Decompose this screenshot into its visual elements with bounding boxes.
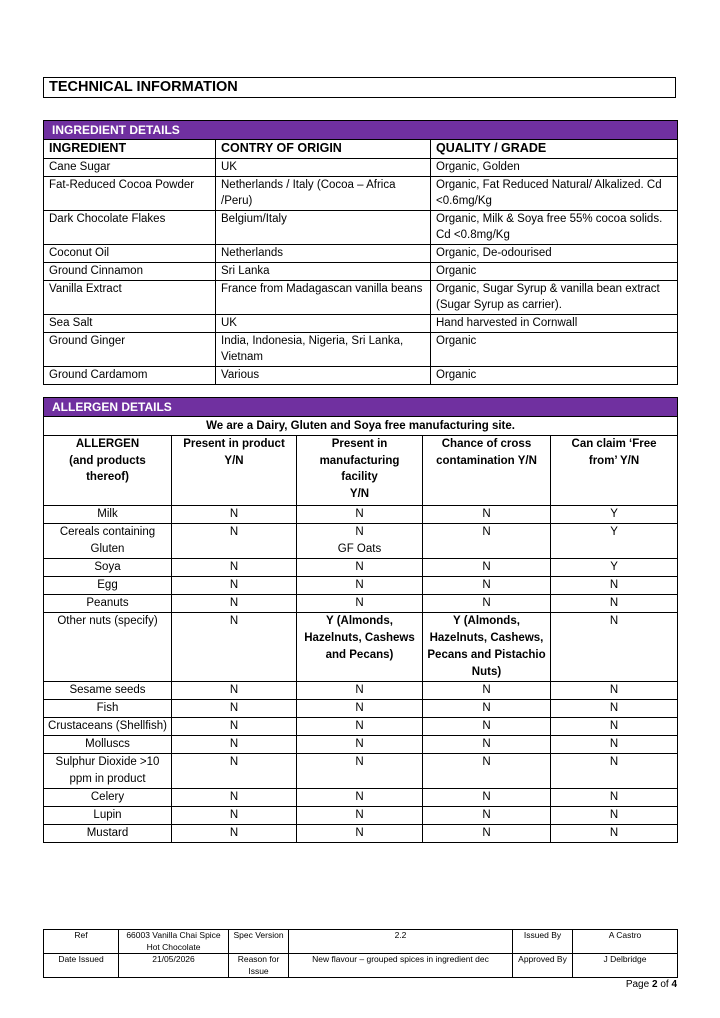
present-in-facility: N GF Oats (297, 524, 423, 559)
allergen-row (44, 613, 678, 682)
allergen-name: Peanuts (44, 595, 172, 613)
allergen-header-row (44, 436, 678, 506)
ingredient-quality: Organic, Golden (431, 159, 678, 177)
cross-contamination: N (423, 577, 551, 595)
free-from-claim: N (551, 682, 678, 700)
issued-by-label: Issued By (513, 930, 573, 954)
free-from-claim: Y (551, 524, 678, 559)
ingredient-row (44, 333, 678, 367)
present-in-product: N (172, 825, 297, 843)
free-from-claim: N (551, 613, 678, 682)
ingredient-row (44, 159, 678, 177)
document-control-footer (43, 929, 678, 978)
allergen-name: Celery (44, 789, 172, 807)
allergen-name: Milk (44, 506, 172, 524)
issued-by-value: A Castro (573, 930, 678, 954)
footer-row-date (44, 954, 678, 978)
ingredient-origin: Netherlands (216, 245, 431, 263)
allergen-name: Sesame seeds (44, 682, 172, 700)
cross-contamination: N (423, 682, 551, 700)
ingredient-origin: Belgium/Italy (216, 211, 431, 245)
present-in-product-header: Present in product Y/N (172, 436, 297, 506)
date-issued-value: 21/05/2026 (119, 954, 229, 978)
date-issued-label: Date Issued (44, 954, 119, 978)
present-in-product: N (172, 524, 297, 559)
spec-version-label: Spec Version (229, 930, 289, 954)
quality-column-header: QUALITY / GRADE (431, 140, 678, 159)
cross-contamination: N (423, 595, 551, 613)
ingredient-quality: Hand harvested in Cornwall (431, 315, 678, 333)
approved-by-value: J Delbridge (573, 954, 678, 978)
cross-contamination-header: Chance of cross contamination Y/N (423, 436, 551, 506)
allergen-row (44, 825, 678, 843)
allergen-row (44, 524, 678, 559)
footer-row-ref (44, 930, 678, 954)
ingredient-quality: Organic (431, 263, 678, 281)
ingredient-header-row (44, 140, 678, 159)
ingredient-row (44, 245, 678, 263)
ingredient-row (44, 281, 678, 315)
cross-contamination: N (423, 718, 551, 736)
allergen-name: Egg (44, 577, 172, 595)
ingredient-origin: India, Indonesia, Nigeria, Sri Lanka, Vietnam (216, 333, 431, 367)
page-of: of (660, 979, 669, 990)
cross-contamination: N (423, 789, 551, 807)
free-from-claim: N (551, 789, 678, 807)
approved-by-label: Approved By (513, 954, 573, 978)
allergen-name: Mustard (44, 825, 172, 843)
cross-contamination: N (423, 559, 551, 577)
allergen-name: Crustaceans (Shellfish) (44, 718, 172, 736)
allergen-row (44, 736, 678, 754)
present-in-facility: N (297, 789, 423, 807)
allergen-row (44, 559, 678, 577)
allergen-details-table (43, 397, 678, 843)
cross-contamination: N (423, 754, 551, 789)
present-in-facility: N (297, 825, 423, 843)
ingredient-name: Cane Sugar (44, 159, 216, 177)
cross-contamination: N (423, 524, 551, 559)
free-from-claim: N (551, 754, 678, 789)
allergen-row (44, 682, 678, 700)
allergen-row (44, 595, 678, 613)
ingredient-row (44, 315, 678, 333)
allergen-name: Other nuts (specify) (44, 613, 172, 682)
ingredient-quality: Organic (431, 333, 678, 367)
allergen-name: Sulphur Dioxide >10 ppm in product (44, 754, 172, 789)
ingredient-row (44, 367, 678, 385)
ingredient-origin: UK (216, 315, 431, 333)
cross-contamination: Y (Almonds, Hazelnuts, Cashews, Pecans and Pistachio Nuts) (423, 613, 551, 682)
allergen-row (44, 789, 678, 807)
present-in-facility: N (297, 754, 423, 789)
present-in-product: N (172, 789, 297, 807)
allergen-details-heading: ALLERGEN DETAILS (44, 398, 678, 417)
present-in-product: N (172, 754, 297, 789)
ingredient-quality: Organic (431, 367, 678, 385)
page-number (626, 979, 677, 991)
allergen-row (44, 754, 678, 789)
cross-contamination: N (423, 700, 551, 718)
free-from-claim: N (551, 595, 678, 613)
cross-contamination: N (423, 506, 551, 524)
present-in-facility: N (297, 506, 423, 524)
ingredient-row (44, 177, 678, 211)
free-from-claim: Y (551, 559, 678, 577)
page-title: TECHNICAL INFORMATION (43, 77, 676, 98)
present-in-facility: N (297, 718, 423, 736)
free-from-claim: Y (551, 506, 678, 524)
present-in-facility: N (297, 595, 423, 613)
present-in-product: N (172, 700, 297, 718)
ingredient-details-table (43, 120, 678, 385)
allergen-name: Cereals containing Gluten (44, 524, 172, 559)
spec-version-value: 2.2 (289, 930, 513, 954)
ingredient-origin: Netherlands / Italy (Cocoa – Africa /Peru) (216, 177, 431, 211)
allergen-column-header: ALLERGEN (and products thereof) (44, 436, 172, 506)
allergen-name: Molluscs (44, 736, 172, 754)
ingredient-name: Fat-Reduced Cocoa Powder (44, 177, 216, 211)
free-from-claim: N (551, 736, 678, 754)
ingredient-origin: France from Madagascan vanilla beans (216, 281, 431, 315)
present-in-product: N (172, 595, 297, 613)
free-from-claim: N (551, 700, 678, 718)
ingredient-quality: Organic, De-odourised (431, 245, 678, 263)
free-from-claim: N (551, 577, 678, 595)
origin-column-header: CONTRY OF ORIGIN (216, 140, 431, 159)
allergen-name: Fish (44, 700, 172, 718)
present-in-facility: N (297, 577, 423, 595)
allergen-row (44, 700, 678, 718)
present-in-facility: N (297, 807, 423, 825)
ingredient-name: Ground Ginger (44, 333, 216, 367)
present-in-product: N (172, 682, 297, 700)
site-statement: We are a Dairy, Gluten and Soya free manufacturing site. (44, 417, 678, 436)
ingredient-name: Ground Cinnamon (44, 263, 216, 281)
ingredient-quality: Organic, Sugar Syrup & vanilla bean extract (Sugar Syrup as carrier). (431, 281, 678, 315)
page-current: 2 (651, 979, 658, 990)
ref-value: 66003 Vanilla Chai Spice Hot Chocolate (119, 930, 229, 954)
ingredient-name: Sea Salt (44, 315, 216, 333)
present-in-facility: N (297, 700, 423, 718)
free-from-claim: N (551, 718, 678, 736)
ingredient-origin: UK (216, 159, 431, 177)
present-in-product: N (172, 577, 297, 595)
reason-label: Reason for Issue (229, 954, 289, 978)
free-from-claim: N (551, 825, 678, 843)
cross-contamination: N (423, 825, 551, 843)
ingredient-row (44, 263, 678, 281)
allergen-row (44, 506, 678, 524)
present-in-facility: Y (Almonds, Hazelnuts, Cashews and Pecans) (297, 613, 423, 682)
present-in-facility: N (297, 559, 423, 577)
present-in-product: N (172, 718, 297, 736)
present-in-product: N (172, 613, 297, 682)
ingredient-quality: Organic, Fat Reduced Natural/ Alkalized. Cd <0.6mg/Kg (431, 177, 678, 211)
allergen-row (44, 718, 678, 736)
ingredient-details-heading: INGREDIENT DETAILS (44, 121, 678, 140)
present-in-product: N (172, 506, 297, 524)
present-in-facility: N (297, 682, 423, 700)
ingredient-name: Coconut Oil (44, 245, 216, 263)
ingredient-origin: Sri Lanka (216, 263, 431, 281)
page-prefix: Page (625, 979, 650, 990)
free-from-header: Can claim ‘Free from’ Y/N (551, 436, 678, 506)
ingredient-origin: Various (216, 367, 431, 385)
ref-label: Ref (44, 930, 119, 954)
page-total: 4 (671, 979, 677, 990)
ingredient-row (44, 211, 678, 245)
present-in-product: N (172, 807, 297, 825)
present-in-product: N (172, 736, 297, 754)
present-in-facility: N (297, 736, 423, 754)
cross-contamination: N (423, 736, 551, 754)
ingredient-name: Ground Cardamom (44, 367, 216, 385)
ingredient-name: Dark Chocolate Flakes (44, 211, 216, 245)
allergen-name: Lupin (44, 807, 172, 825)
allergen-row (44, 807, 678, 825)
cross-contamination: N (423, 807, 551, 825)
reason-value: New flavour – grouped spices in ingredient dec (289, 954, 513, 978)
present-in-product: N (172, 559, 297, 577)
allergen-name: Soya (44, 559, 172, 577)
present-in-facility-header: Present in manufacturing facility Y/N (297, 436, 423, 506)
allergen-row (44, 577, 678, 595)
free-from-claim: N (551, 807, 678, 825)
ingredient-name: Vanilla Extract (44, 281, 216, 315)
ingredient-column-header: INGREDIENT (44, 140, 216, 159)
ingredient-quality: Organic, Milk & Soya free 55% cocoa solids. Cd <0.8mg/Kg (431, 211, 678, 245)
